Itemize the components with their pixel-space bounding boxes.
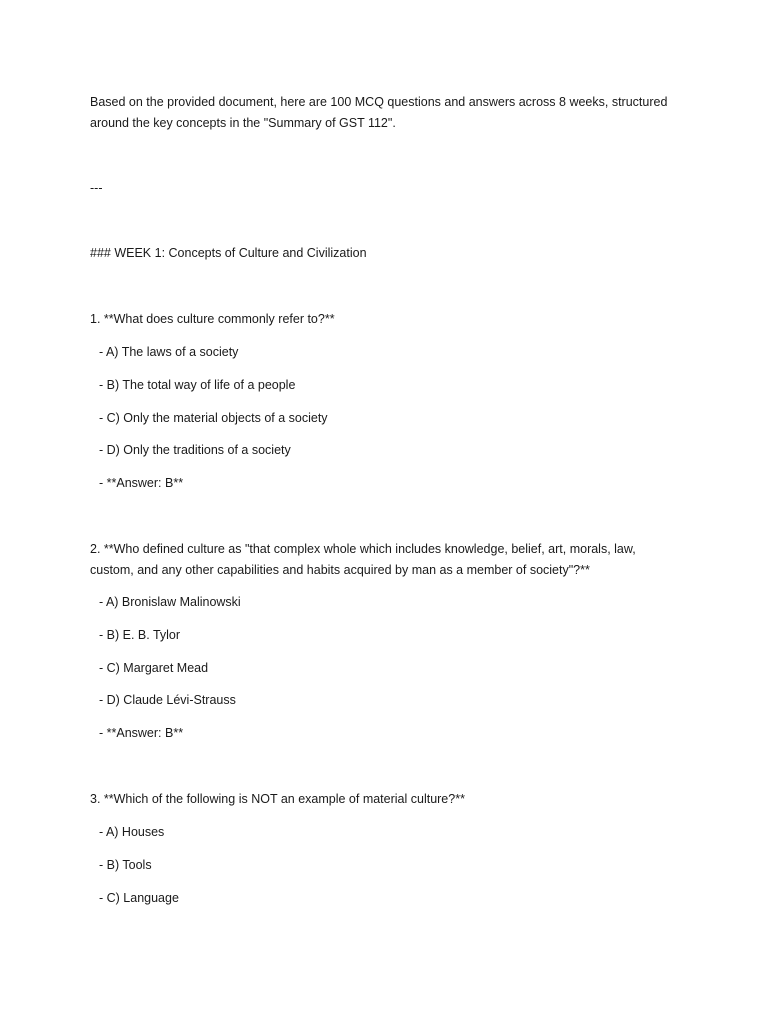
question-3-option-c: - C) Language [99,891,179,905]
intro-text-line-2: around the key concepts in the "Summary of GST 112". [90,116,396,130]
question-1-option-b: - B) The total way of life of a people [99,378,296,392]
question-3-option-b: - B) Tools [99,858,152,872]
section-separator: --- [90,181,103,195]
question-2-answer: - **Answer: B** [99,726,184,740]
question-1-option-a: - A) The laws of a society [99,345,239,359]
question-2-stem-line-2: custom, and any other capabilities and habits acquired by man as a member of society"?** [90,563,590,577]
question-1-answer: - **Answer: B** [99,476,184,490]
question-2-option-d: - D) Claude Lévi-Strauss [99,693,236,707]
question-1-stem: 1. **What does culture commonly refer to?** [90,312,335,326]
question-2-option-c: - C) Margaret Mead [99,661,209,675]
question-2-stem-line-1: 2. **Who defined culture as "that complex whole which includes knowledge, belief, art, morals, law, [90,542,636,556]
question-3-stem: 3. **Which of the following is NOT an example of material culture?** [90,792,465,806]
week-heading: ### WEEK 1: Concepts of Culture and Civilization [90,246,367,260]
question-2-option-a: - A) Bronislaw Malinowski [99,595,241,609]
question-1-option-d: - D) Only the traditions of a society [99,443,291,457]
intro-text-line-1: Based on the provided document, here are 100 MCQ questions and answers across 8 weeks, structured [90,95,668,109]
question-3-option-a: - A) Houses [99,825,165,839]
question-1-option-c: - C) Only the material objects of a society [99,411,328,425]
question-2-option-b: - B) E. B. Tylor [99,628,181,642]
